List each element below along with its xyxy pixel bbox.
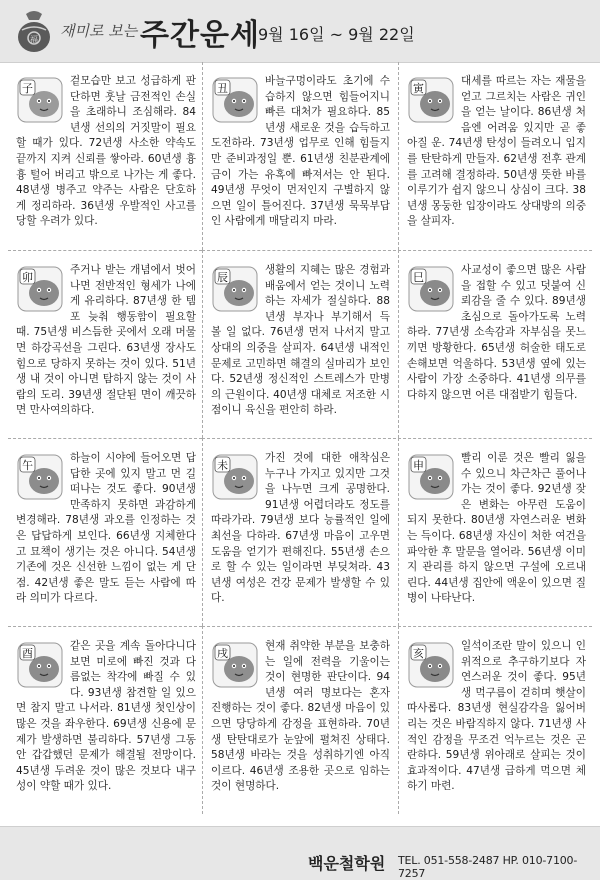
zodiac-sign-label: 卯 [22,271,33,284]
zodiac-sign-label: 戌 [217,647,228,660]
header-subtitle: 재미로 보는 [60,22,138,40]
zodiac-text: 사교성이 좋으면 많은 사람을 접할 수 있고 덧붙여 신뢰감을 줄 수 있다. 89년생 초심으로 돌아가도록 노력하라. 77년생 소속감과 자부심을 못느끼면 방황한다. 65년생 허술한 태도로 손해보면 억울하다. 53년생 옆에 있는 사람이 가장 소중하다. 41년생 의무를 다하지 않으면 어른 대접받기 힘들다. [407,264,586,401]
zodiac-cell [202,62,396,250]
zodiac-text: 바늘구멍이라도 초기에 수습하지 않으면 힘들어지니 빠른 대처가 필요하다. 85년생 새로운 것을 습득하고 도전하라. 73년생 업무로 인해 힘들지만 준비과정일 뿐. 61년생 친분관계에 금이 가는 유혹에 빠져서는 안 된다. 49년생 무엇이 먼저인지 구별하지 않으면 일이 틀어진다. 37년생 묵묵부답인 사람에게 매달리지 마라. [211,75,390,228]
dragon-icon [211,263,259,313]
zodiac-text: 대세를 따르는 자는 재물을 얻고 그르치는 사람은 귀인을 얻는 날이다. 86년생 처음엔 어려움 있지만 곧 좋아질 운. 74년생 탄성이 들려오니 입지를 탄탄하게 만들자. 62년생 전후 관계를 고려해 결정하라. 50년생 뜻한 바를 이루기가 쉽지 않으니 상심이 크다. 38년생 몽둥한 입장이라도 상대방의 의중을 살피자. [407,75,586,228]
zodiac-sign-label: 寅 [413,82,424,95]
zodiac-sign-label: 子 [22,82,33,95]
footer-contact: TEL. 051-558-2487 HP. 010-7100-7257 [398,854,578,880]
sheep-icon [211,451,259,501]
zodiac-cell [8,626,202,814]
zodiac-text: 같은 곳을 계속 돌아다니다보면 미로에 빠진 것과 다름없는 착각에 빠질 수 있다. 93년생 참견할 일 있으면 참지 말고 나서라. 81년생 첫인상이 많은 것을 좌우한다. 69년생 신용에 문제가 발생하면 불리하다. 57년생 그동안 갑갑했던 문제가 해결될 전망이다. 45년생 두려운 것이 많은 것보다 내구성이 약할 때가 있다. [16,640,196,793]
zodiac-text: 생활의 지혜는 많은 경험과 배움에서 얻는 것이니 노력하는 자세가 절실하다. 88년생 부자나 부기해서 득 볼 일 없다. 76년생 먼저 나서지 말고 상대의 의중을 살피자. 64년생 내적인 문제로 고민하면 해결의 실마리가 보인다. 52년생 정신적인 스트레스가 만병의 근원이다. 40년생 대체로 저조한 시점이니 육신을 편안히 하라. [211,264,390,417]
page-title: 주간운세 [140,18,260,53]
zodiac-cell [202,626,396,814]
zodiac-sign-label: 巳 [413,271,424,284]
svg-text:福: 福 [30,35,38,44]
zodiac-sign-label: 辰 [217,271,228,284]
snake-icon [407,263,455,313]
zodiac-text: 일석이조란 말이 있으니 인위적으로 추구하기보다 자연스러운 것이 좋다. 95년생 먹구름이 걷히며 햇살이 따사롭다. 83년생 현실감각을 잃어버리는 것은 바람직하지 않다. 71년생 사적인 감정을 무조건 억누르는 것은 곤란하다. 59년생 위아래로 살피는 것이 효과적이다. 47년생 급하게 먹으면 체하기 마련. [407,640,586,793]
zodiac-cell [202,250,396,438]
tiger-icon [407,74,455,124]
zodiac-sign-label: 未 [217,459,228,472]
zodiac-text: 하늘이 시야에 들어오면 답답한 곳에 있지 말고 먼 길 떠나는 것도 좋다. 90년생 만족하지 못하면 과감하게 변경해라. 78년생 과오를 인정하는 것은 답답하게 보인다. 66년생 지체한다고 묘책이 생기는 것은 아니다. 54년생 기존에 것은 신선한 느낌이 없는 게 단점. 42년생 좋은 말도 듣는 사람에 따라 의미가 다르다. [16,452,196,605]
zodiac-sign-label: 酉 [22,647,33,660]
zodiac-cell [8,62,202,250]
zodiac-sign-label: 丑 [217,82,228,95]
monkey-icon [407,451,455,501]
rooster-icon [16,639,64,689]
date-range: 9월 16일 ~ 9월 22일 [258,25,415,44]
zodiac-text: 현재 취약한 부분을 보충하는 일에 전력을 기울이는 것이 현명한 판단이다. 94년생 여러 명보다는 혼자 진행하는 것이 좋다. 82년생 마음이 있으면 당당하게 감정을 표현하라. 70년생 탄탄대로가 눈앞에 펼쳐진 상태다. 58년생 바라는 것을 성취하기엔 아직 이르다. 46년생 조용한 곳으로 임하는 것이 현명하다. [211,640,390,793]
zodiac-cell [8,250,202,438]
zodiac-text: 겉모습만 보고 성급하게 판단하면 훗날 금전적인 손실을 초래하니 조심해라. 84년생 선의의 거짓말이 필요할 때가 있다. 72년생 사소한 약속도 끝까지 지켜 신뢰를 쌓아라. 60년생 흉흉 털어 버리고 밖으로 나가는 게 좋다. 48년생 병주고 약주는 사람은 단호하게 정리하라. 36년생 우발적인 사고를 당할 우려가 있다. [16,75,196,228]
zodiac-cell [202,438,396,626]
zodiac-text: 가진 것에 대한 애착심은 누구나 가지고 있지만 그것을 나누면 크게 공명한다. 91년생 어렵더라도 정도를 따라가라. 79년생 보다 능률적인 일에 최선을 다하라. 67년생 마음이 고우면 도움을 얻기가 편해진다. 55년생 손으로 할 수 있는 일이라면 부딪쳐라. 43년생 여성은 건강 문제가 발생할 수 있다. [211,452,390,605]
zodiac-sign-label: 午 [22,459,33,472]
pig-icon [407,639,455,689]
zodiac-cell [398,438,592,626]
dog-icon [211,639,259,689]
zodiac-sign-label: 申 [413,459,424,472]
footer [0,826,600,880]
rabbit-icon [16,263,64,313]
zodiac-text: 주거나 받는 개념에서 벗어나면 전반적인 형세가 나에게 유리하다. 87년생 한 템포 늦춰 행동함이 필요할 때. 75년생 비스듬한 곳에서 오래 머물면 하강곡선을 그린다. 63년생 장사도 힘으로 당하지 못하는 것이 있다. 51년생 내 것이 아니면 탐하지 않는 것이 사람의 도리. 39년생 절단된 면이 깨끗하면 만사여의하다. [16,264,196,417]
fortune-bag-icon [14,6,54,54]
header [0,0,600,63]
zodiac-cell [398,250,592,438]
zodiac-cell [398,62,592,250]
horse-icon [16,451,64,501]
zodiac-sign-label: 亥 [413,647,424,660]
zodiac-text: 빨리 이룬 것은 빨리 잃을 수 있으니 차근차근 풀어나가는 것이 좋다. 92년생 잦은 변화는 아무런 도움이 되지 못한다. 80년생 자연스러운 변화는 득이다. 68년생 자신이 처한 여건을 파악한 후 말문을 열어라. 56년생 이미지 관리를 하지 않으면 구설에 오르내린다. 44년생 집안에 액운이 있으면 질병이 나타난다. [407,452,586,605]
zodiac-cell [8,438,202,626]
footer-name: 백운철학원 [308,854,386,873]
ox-icon [211,74,259,124]
zodiac-cell [398,626,592,814]
zodiac-grid [8,62,592,814]
rat-icon [16,74,64,124]
